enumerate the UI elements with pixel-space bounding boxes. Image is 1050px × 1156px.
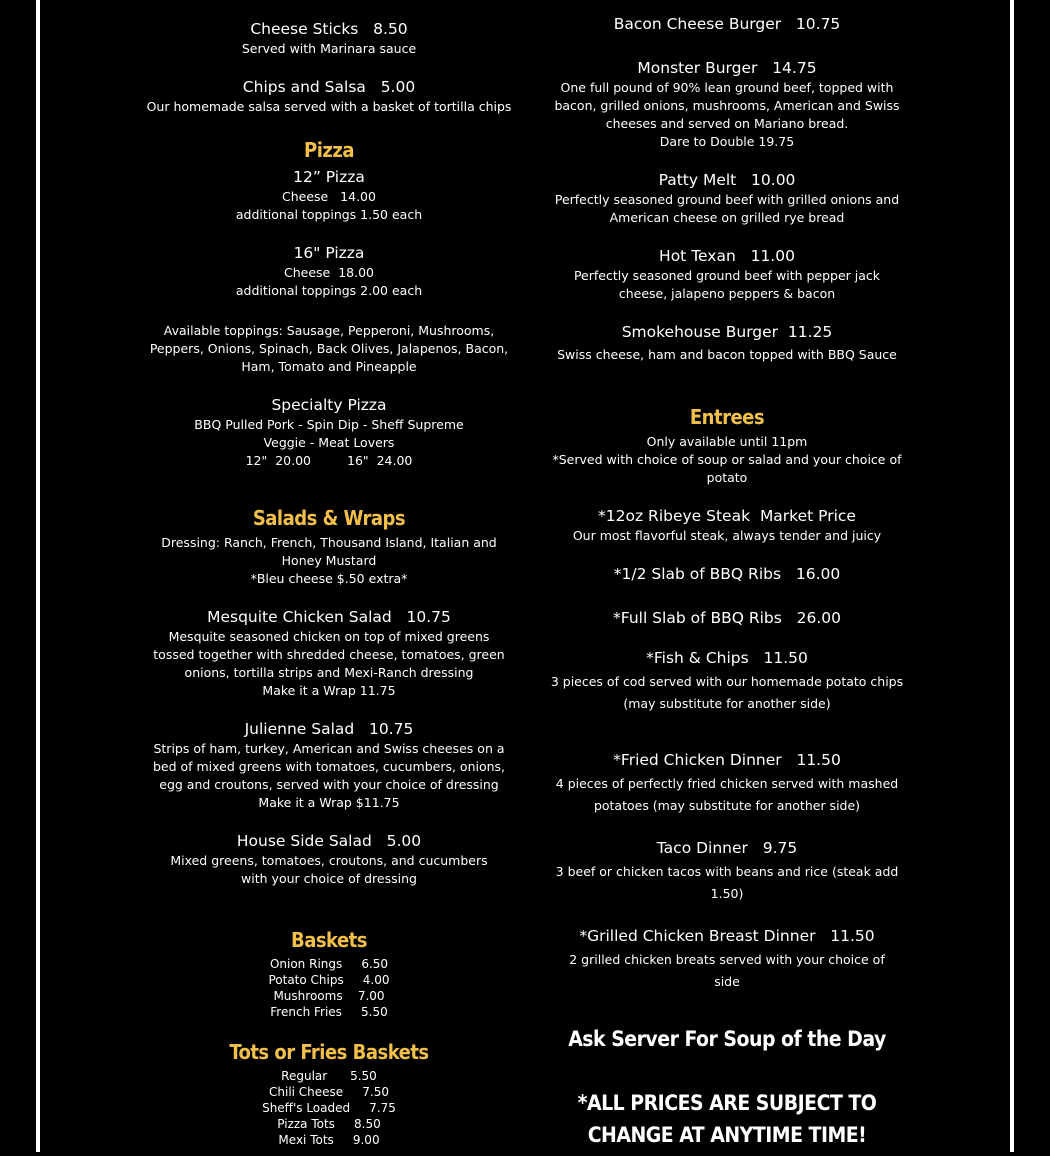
item-price: 10.00 bbox=[751, 171, 796, 189]
salads-wraps-heading: Salads & Wraps bbox=[252, 506, 406, 530]
item-price: 10.75 bbox=[795, 15, 841, 33]
fish-chips-desc: 3 pieces of cod served with our homemade potato chips (may substitute for another side) bbox=[550, 674, 904, 711]
fried-chicken-desc: 4 pieces of perfectly fried chicken served with mashed potatoes (may substitute for another side) bbox=[555, 776, 899, 813]
item-price: 26.00 bbox=[796, 609, 841, 627]
basket-item: French Fries 5.50 bbox=[270, 1005, 388, 1019]
smokehouse-burger-desc: Swiss cheese, ham and bacon topped with BBQ Sauce bbox=[557, 347, 897, 362]
pizza-12-toppings: additional toppings 1.50 each bbox=[235, 207, 423, 222]
dare-to-double: Dare to Double 19.75 bbox=[659, 134, 795, 149]
grilled-chicken-desc: 2 grilled chicken breats served with your choice of side bbox=[569, 952, 885, 989]
mesquite-salad-item bbox=[142, 607, 516, 627]
item-price: 11.50 bbox=[830, 927, 875, 945]
item-name: *1/2 Slab of BBQ Ribs bbox=[613, 565, 782, 583]
cheese-sticks-item bbox=[142, 19, 516, 39]
tots-fries-heading: Tots or Fries Baskets bbox=[229, 1040, 429, 1064]
price-change-notice: *ALL PRICES ARE SUBJECT TO CHANGE AT ANYTIME TIME! bbox=[577, 1091, 877, 1147]
tots-item: Sheff's Loaded 7.75 bbox=[262, 1101, 396, 1115]
julienne-salad-desc: Strips of ham, turkey, American and Swiss cheeses on a bed of mixed greens with tomatoes, cucumbers, onions, egg and croutons, served with your choice of dressing bbox=[152, 741, 506, 792]
left-border-line bbox=[36, 0, 40, 1152]
item-name: Chips and Salsa bbox=[242, 78, 366, 96]
item-name: *12oz Ribeye Steak bbox=[598, 507, 751, 525]
bacon-cheese-burger-item bbox=[549, 14, 905, 34]
dressing-options: Dressing: Ranch, French, Thousand Island, Italian and Honey Mustard bbox=[161, 535, 497, 568]
item-price: 5.00 bbox=[380, 78, 416, 96]
item-price: 11.50 bbox=[763, 649, 808, 667]
item-name: Bacon Cheese Burger bbox=[613, 15, 782, 33]
basket-item: Potato Chips 4.00 bbox=[268, 973, 390, 987]
item-name: *Fried Chicken Dinner bbox=[613, 751, 782, 769]
item-name: Taco Dinner bbox=[656, 839, 748, 857]
item-name: Smokehouse Burger bbox=[621, 323, 779, 341]
pizza-16-cheese: Cheese 18.00 bbox=[284, 265, 374, 280]
specialty-pizza-line2: Veggie - Meat Lovers bbox=[263, 435, 395, 450]
item-price: 14.75 bbox=[772, 59, 817, 77]
bleu-cheese-note: *Bleu cheese $.50 extra* bbox=[250, 571, 408, 586]
ribeye-steak-item bbox=[549, 506, 905, 526]
julienne-wrap: Make it a Wrap $11.75 bbox=[258, 795, 400, 810]
half-slab-ribs-item bbox=[549, 564, 905, 584]
house-salad-desc: Mixed greens, tomatoes, croutons, and cucumbers with your choice of dressing bbox=[170, 853, 488, 886]
item-name: House Side Salad bbox=[236, 832, 372, 850]
smokehouse-burger-item bbox=[549, 322, 905, 342]
pizza-heading: Pizza bbox=[304, 138, 354, 162]
item-price: 11.25 bbox=[787, 323, 833, 341]
specialty-pizza-line1: BBQ Pulled Pork - Spin Dip - Sheff Supreme bbox=[194, 417, 464, 432]
basket-item: Mushrooms 7.00 bbox=[273, 989, 385, 1003]
entrees-availability: Only available until 11pm bbox=[646, 434, 808, 449]
available-toppings: Available toppings: Sausage, Pepperoni, Mushrooms, Peppers, Onions, Spinach, Back Olives, Jalapenos, Bacon, Ham, Tomato and Pineapple bbox=[149, 323, 509, 374]
taco-dinner-desc: 3 beef or chicken tacos with beans and rice (steak add 1.50) bbox=[555, 864, 899, 901]
monster-burger-item bbox=[549, 58, 905, 78]
specialty-16-price: 16" 24.00 bbox=[347, 453, 413, 468]
item-price: 5.00 bbox=[386, 832, 422, 850]
item-price: 16.00 bbox=[795, 565, 841, 583]
fried-chicken-item bbox=[549, 750, 905, 770]
item-price: 11.50 bbox=[796, 751, 841, 769]
pizza-16-name: 16" Pizza bbox=[293, 244, 365, 262]
item-name: *Fish & Chips bbox=[646, 649, 749, 667]
item-name: Monster Burger bbox=[637, 59, 758, 77]
tots-item: Mexi Tots 9.00 bbox=[278, 1133, 380, 1147]
tots-item: Chili Cheese 7.50 bbox=[269, 1085, 389, 1099]
pizza-12-name: 12” Pizza bbox=[293, 168, 365, 186]
item-price: 10.75 bbox=[369, 720, 414, 738]
item-price: 10.75 bbox=[406, 608, 451, 626]
ribeye-steak-desc: Our most flavorful steak, always tender and juicy bbox=[572, 528, 882, 543]
fish-chips-item bbox=[549, 648, 905, 668]
tots-item: Regular 5.50 bbox=[281, 1069, 377, 1083]
hot-texan-desc: Perfectly seasoned ground beef with pepper jack cheese, jalapeno peppers & bacon bbox=[573, 268, 881, 301]
chips-salsa-item bbox=[142, 77, 516, 97]
specialty-12-price: 12" 20.00 bbox=[245, 453, 311, 468]
cheese-sticks-desc: Served with Marinara sauce bbox=[241, 41, 417, 56]
item-name: *Grilled Chicken Breast Dinner bbox=[579, 927, 816, 945]
item-name: Hot Texan bbox=[659, 247, 736, 265]
item-price: 9.75 bbox=[762, 839, 798, 857]
item-name: Mesquite Chicken Salad bbox=[207, 608, 392, 626]
item-price: 11.00 bbox=[750, 247, 795, 265]
basket-item: Onion Rings 6.50 bbox=[269, 957, 389, 971]
pizza-12-cheese: Cheese 14.00 bbox=[282, 189, 376, 204]
specialty-pizza-prices bbox=[142, 452, 516, 470]
entrees-served-note: *Served with choice of soup or salad and your choice of potato bbox=[552, 452, 902, 485]
item-name: Cheese Sticks bbox=[250, 20, 359, 38]
item-name: Julienne Salad bbox=[244, 720, 355, 738]
soup-of-day-notice: Ask Server For Soup of the Day bbox=[568, 1027, 886, 1051]
grilled-chicken-item bbox=[549, 926, 905, 946]
julienne-salad-item bbox=[142, 719, 516, 739]
item-name: Patty Melt bbox=[658, 171, 737, 189]
patty-melt-desc: Perfectly seasoned ground beef with grilled onions and American cheese on grilled rye bread bbox=[554, 192, 900, 225]
tots-item: Pizza Tots 8.50 bbox=[277, 1117, 381, 1131]
item-price: Market Price bbox=[759, 507, 856, 525]
house-salad-item bbox=[142, 831, 516, 851]
item-price: 8.50 bbox=[373, 20, 408, 38]
full-slab-ribs-item bbox=[549, 608, 905, 628]
specialty-pizza-name: Specialty Pizza bbox=[271, 396, 387, 414]
monster-burger-desc: One full pound of 90% lean ground beef, topped with bacon, grilled onions, mushrooms, American and Swiss cheeses and served on Mariano bread. bbox=[554, 80, 900, 131]
item-name: *Full Slab of BBQ Ribs bbox=[613, 609, 782, 627]
entrees-heading: Entrees bbox=[689, 405, 765, 429]
pizza-16-toppings: additional toppings 2.00 each bbox=[235, 283, 423, 298]
mesquite-wrap: Make it a Wrap 11.75 bbox=[262, 683, 396, 698]
mesquite-salad-desc: Mesquite seasoned chicken on top of mixed greens tossed together with shredded cheese, tomatoes, green onions, tortilla strips and Mexi-Ranch dressing bbox=[153, 629, 505, 680]
baskets-heading: Baskets bbox=[290, 928, 367, 952]
chips-salsa-desc: Our homemade salsa served with a basket of tortilla chips bbox=[146, 99, 512, 114]
hot-texan-item bbox=[549, 246, 905, 266]
taco-dinner-item bbox=[549, 838, 905, 858]
right-border-line bbox=[1010, 0, 1014, 1152]
patty-melt-item bbox=[549, 170, 905, 190]
